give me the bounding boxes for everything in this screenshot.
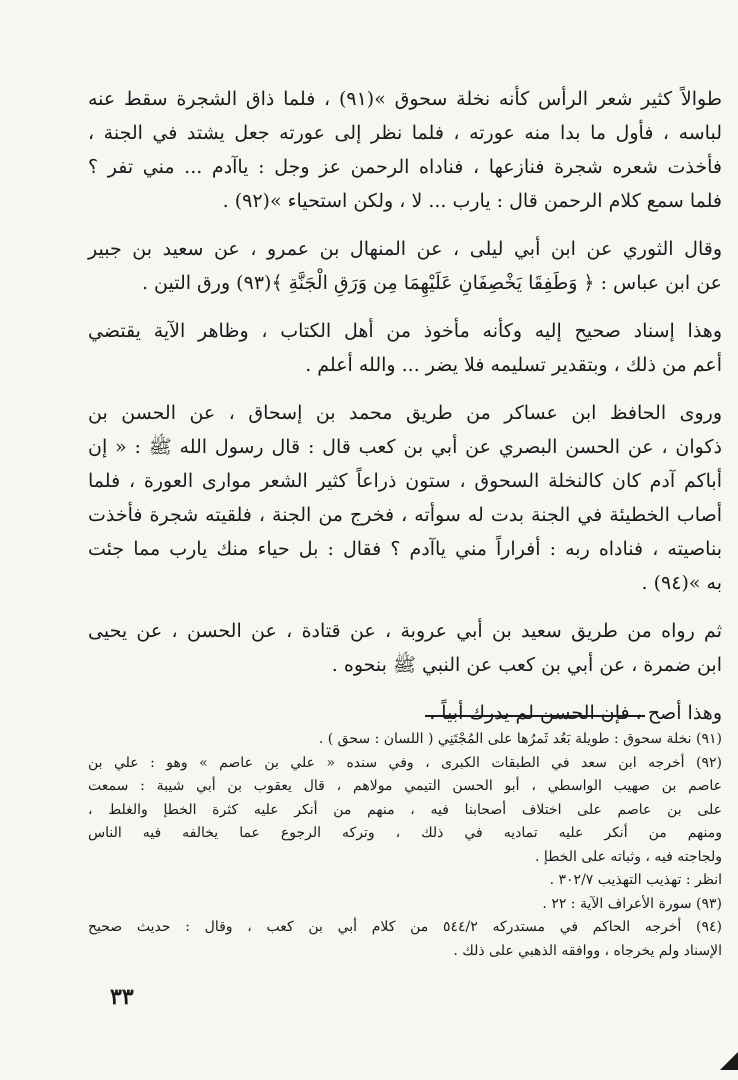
- text-line: ذكوان ، عن الحسن البصري عن أبي بن كعب قال : قال رسول الله ﷺ : « إن: [88, 436, 722, 458]
- page-corner-mark: [720, 1052, 738, 1070]
- paragraph-1: [88, 82, 722, 218]
- text-line: وهذا أصح ، فإن الحسن لم يدرك أبياً .: [429, 702, 722, 724]
- footnote-line: (٩١) نخلة سحوق : طويلة بَعُد ثَمرُها على المُجْتَنِي ( اللسان : سحق ) .: [318, 731, 722, 747]
- text-line: فلما سمع كلام الرحمن قال : يارب ... لا ، ولكن استحياء »(٩٢) .: [222, 190, 722, 212]
- text-line: أصاب الخطيئة في الجنة بدت له سوأته ، فخرج من الجنة ، فلقيته شجرة فأخذت: [88, 504, 722, 526]
- footnote-line: الإسناد ولم يخرجاه ، ووافقه الذهبي على ذلك .: [453, 942, 722, 959]
- main-text: [88, 82, 722, 744]
- text-line: ابن ضمرة ، عن أبي بن كعب عن النبي ﷺ بنحوه .: [331, 654, 722, 676]
- text-line: ثم رواه من طريق سعيد بن أبي عروبة ، عن قتادة ، عن الحسن ، عن يحيى: [88, 620, 722, 642]
- footnote-line: ومنهم من أنكر عليه تماديه في ذلك ، وتركه الرجوع عما يخالفه فيه الناس: [88, 825, 722, 841]
- text-line: وقال الثوري عن ابن أبي ليلى ، عن المنهال بن عمرو ، عن سعيد بن جبير: [88, 238, 722, 260]
- text-line: لباسه ، فأول ما بدا منه عورته ، فلما نظر إلى عورته جعل يشتد في الجنة ،: [88, 122, 722, 144]
- paragraph-5: [88, 614, 722, 682]
- text-line: أعم من ذلك ، وبتقدير تسليمه فلا يضر ... والله أعلم .: [305, 354, 722, 376]
- footnote-line: (٩٣) سورة الأعراف الآية : ٢٢ .: [542, 895, 722, 912]
- text-line: عن ابن عباس : ﴿ وَطَفِقَا يَخْصِفَانِ عَلَيْهِمَا مِن وَرَقِ الْجَنَّةِ ﴾(٩٣) ورق التين .: [141, 272, 722, 294]
- footnote-line: ولجاجته فيه ، وثباته على الخطإ .: [535, 848, 722, 865]
- footnote-line: على بن عاصم على اختلاف أصحابنا فيه ، منهم من أنكر عليه كثرة الخطإ والغلط ،: [88, 801, 722, 818]
- footnote-line: (٩٤) أخرجه الحاكم في مستدركه ٥٤٤/٢ من كلام أبي بن كعب ، وقال : حديث صحيح: [88, 919, 723, 935]
- footnote-line: (٩٢) أخرجه ابن سعد في الطبقات الكبرى ، وفي سنده « علي بن عاصم » وهو : علي بن: [88, 754, 722, 771]
- text-line: بناصيته ، فناداه ربه : أفراراً مني ياآدم ؟ فقال : بل حياء منك يارب مما جئت: [88, 538, 722, 560]
- paragraph-6: [88, 696, 722, 730]
- text-line: وروى الحافظ ابن عساكر من طريق محمد بن إسحاق ، عن الحسن بن: [88, 402, 722, 424]
- text-line: طوالاً كثير شعر الرأس كأنه نخلة سحوق »(٩١) ، فلما ذاق الشجرة سقط عنه: [88, 88, 722, 110]
- paragraph-2: [88, 232, 722, 300]
- paragraph-3: [88, 314, 722, 382]
- footnote-line: عاصم بن صهيب الواسطي ، أبو الحسن التيمي مولاهم ، قال يعقوب بن أبي شيبة : سمعت: [88, 778, 722, 794]
- page-number: ٣٣: [110, 984, 134, 1010]
- text-line: فأخذت شعره شجرة فنازعها ، فناداه الرحمن عز وجل : ياآدم ... مني تفر ؟: [88, 156, 722, 178]
- footnote-divider: [425, 715, 645, 717]
- paragraph-4: [88, 396, 722, 600]
- text-line: أباكم آدم كان كالنخلة السحوق ، ستون ذراعاً كثير الشعر موارى العورة ، فلما: [88, 470, 722, 492]
- text-line: وهذا إسناد صحيح إليه وكأنه مأخوذ من أهل الكتاب ، وظاهر الآية يقتضي: [88, 320, 722, 342]
- footnotes: [88, 728, 722, 963]
- footnote-line: انظر : تهذيب التهذيب ٣٠٢/٧ .: [549, 872, 722, 888]
- text-line: به »(٩٤) .: [641, 572, 722, 594]
